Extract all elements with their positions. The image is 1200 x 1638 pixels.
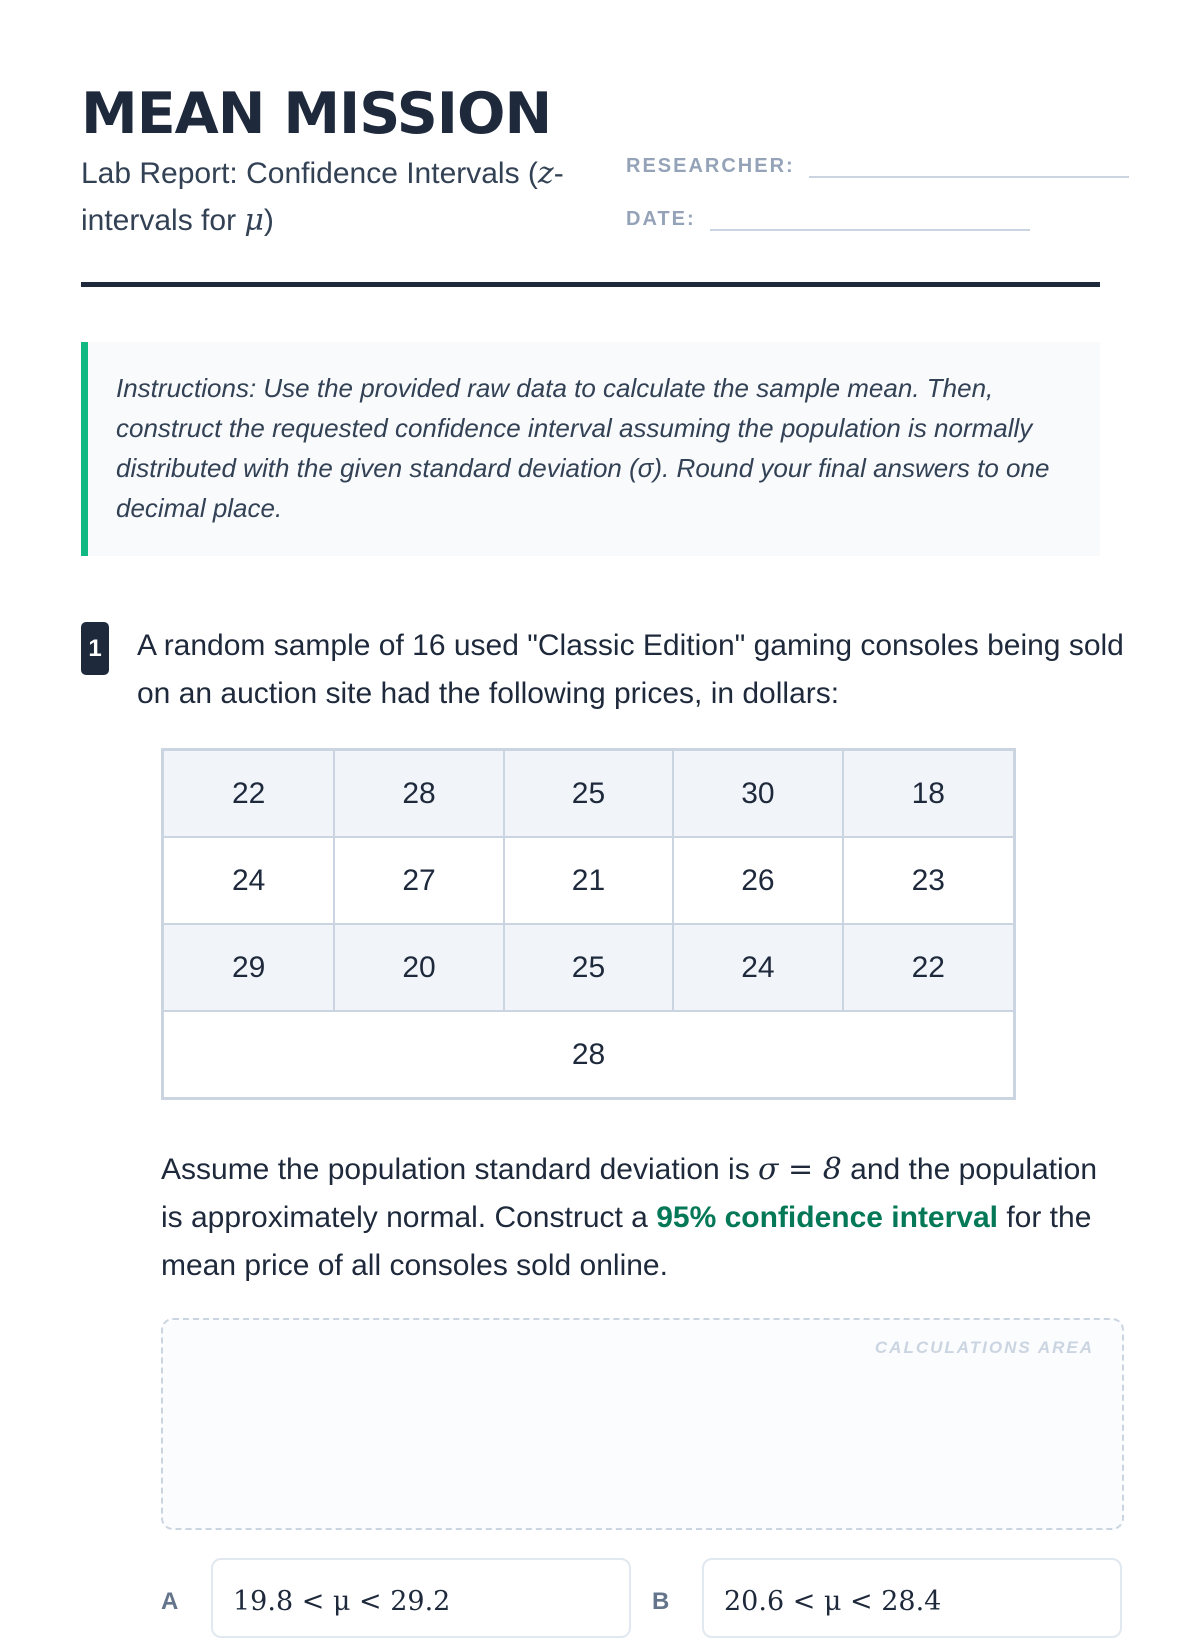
date-row [626,203,1030,231]
table-cell: 25 [504,750,673,838]
price-data-table [161,748,1016,1100]
table-cell: 24 [673,924,842,1011]
table-cell: 27 [334,837,503,924]
confidence-highlight: 95% confidence interval [656,1201,998,1234]
option-letter: A [161,1588,179,1615]
question-assumption [161,1146,1121,1290]
answer-option-a[interactable] [161,1558,631,1638]
subtitle-z: z [537,156,554,191]
option-text: 20.6 < μ < 28.4 [702,1558,1122,1638]
assume-mid: and the population is approximately normal. Construct a [161,1153,1098,1234]
answer-option-b[interactable] [652,1558,1122,1638]
calculations-label: CALCULATIONS AREA [874,1338,1094,1357]
assume-prefix: Assume the population standard deviation is [161,1153,759,1186]
table-cell: 18 [843,750,1015,838]
researcher-row [626,150,1129,178]
question-prompt: A random sample of 16 used "Classic Edition" gaming consoles being sold on an auction site had the following prices, in dollars: [137,629,1124,710]
table-cell: 29 [163,924,335,1011]
table-cell: 22 [163,750,335,838]
table-row [163,750,1015,838]
calculations-area[interactable] [161,1318,1124,1530]
sigma-expression: σ = 8 [758,1152,842,1187]
subtitle-suffix: ) [263,204,274,237]
table-cell: 22 [843,924,1015,1011]
table-cell: 21 [504,837,673,924]
researcher-field[interactable] [809,150,1129,178]
subtitle-mid: -intervals for [81,157,564,237]
option-letter: B [652,1588,670,1615]
question-number-badge: 1 [81,622,109,675]
date-label: DATE: [626,208,696,230]
table-cell: 30 [673,750,842,838]
table-cell: 20 [334,924,503,1011]
table-row [163,1011,1015,1099]
table-row [163,837,1015,924]
table-cell: 23 [843,837,1015,924]
page-subtitle [81,150,601,244]
table-cell: 28 [163,1011,1015,1099]
subtitle-mu: μ [244,203,264,238]
table-cell: 26 [673,837,842,924]
table-cell: 28 [334,750,503,838]
option-text: 19.8 < μ < 29.2 [211,1558,631,1638]
table-cell: 25 [504,924,673,1011]
header [81,0,1100,287]
table-row [163,924,1015,1011]
instructions-box: Instructions: Use the provided raw data to calculate the sample mean. Then, construct the requested confidence interval assuming the population is normally distributed with the given standard deviation (σ). Round your final answers to one decimal place. [81,342,1100,556]
researcher-label: RESEARCHER: [626,155,795,177]
assume-suffix: for the mean price of all consoles sold online. [161,1201,1092,1282]
subtitle-prefix: Lab Report: Confidence Intervals ( [81,157,538,190]
date-field[interactable] [710,203,1030,231]
page-title: MEAN MISSION [81,81,552,147]
table-cell: 24 [163,837,335,924]
